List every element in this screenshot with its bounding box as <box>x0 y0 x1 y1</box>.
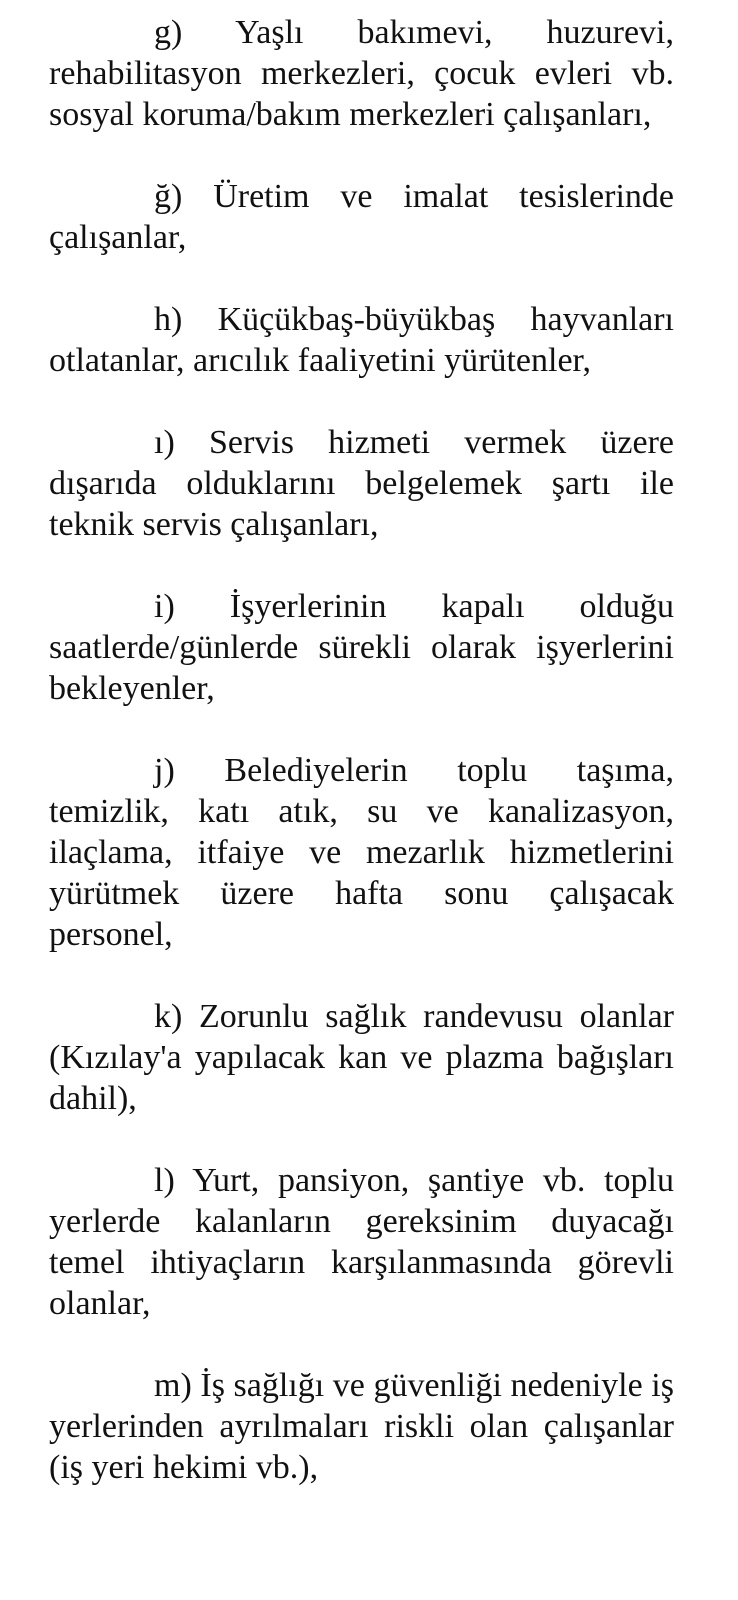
paragraph-h: h) Küçükbaş-büyükbaş hayvanları otlatanlar, arıcılık faaliyetini yürütenler, <box>49 301 674 379</box>
paragraph-k: k) Zorunlu sağlık randevusu olanlar (Kızılay'a yapılacak kan ve plazma bağışları dahil), <box>49 998 674 1117</box>
paragraph-m: m) İş sağlığı ve güvenliği nedeniyle iş yerlerinden ayrılmaları riskli olan çalışanlar (iş yeri hekimi vb.), <box>49 1367 674 1486</box>
paragraph-dotless-i: ı) Servis hizmeti vermek üzere dışarıda olduklarını belgelemek şartı ile teknik servis çalışanları, <box>49 424 674 543</box>
paragraph-g: g) Yaşlı bakımevi, huzurevi, rehabilitasyon merkezleri, çocuk evleri vb. sosyal koruma/bakım merkezleri çalışanları, <box>49 14 674 133</box>
paragraph-j: j) Belediyelerin toplu taşıma, temizlik, katı atık, su ve kanalizasyon, ilaçlama, itfaiye ve mezarlık hizmetlerini yürütmek üzere hafta sonu çalışacak personel, <box>49 752 674 953</box>
paragraph-i: i) İşyerlerinin kapalı olduğu saatlerde/günlerde sürekli olarak işyerlerini bekleyenler, <box>49 588 674 707</box>
paragraph-l: l) Yurt, pansiyon, şantiye vb. toplu yerlerde kalanların gereksinim duyacağı temel ihtiyaçların karşılanmasında görevli olanlar, <box>49 1162 674 1322</box>
paragraph-g-breve: ğ) Üretim ve imalat tesislerinde çalışanlar, <box>49 178 674 256</box>
